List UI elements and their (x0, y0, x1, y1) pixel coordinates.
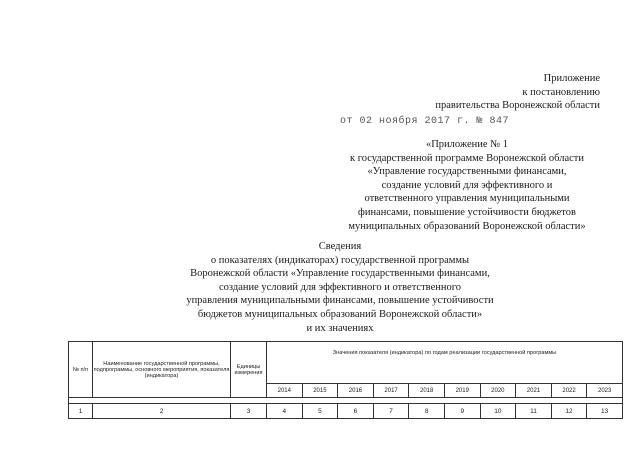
number-cell: 5 (302, 404, 338, 419)
number-cell: 7 (373, 404, 409, 419)
number-cell: 1 (69, 404, 93, 419)
appendix2-line: ответственного управления муниципальными (364, 193, 570, 205)
appendix2-line: создание условий для эффективного и (381, 179, 553, 191)
number-cell: 10 (480, 404, 516, 419)
appendix2-line: к государственной программе Воронежской области (349, 152, 584, 164)
header-name: Наименование государственной программы, подпрограммы, основного мероприятия, показателя (индикатора) (93, 342, 231, 398)
appendix-line: правительства Воронежской области (435, 100, 600, 112)
column-numbers-row (69, 404, 623, 419)
appendix-header (350, 72, 600, 113)
year-cell: 2018 (409, 384, 445, 398)
title-line: Сведения (318, 241, 362, 252)
header-number: № п/п (69, 342, 93, 398)
number-cell: 2 (93, 404, 231, 419)
year-cell: 2023 (587, 384, 623, 398)
appendix2-line: «Приложение № 1 (425, 139, 509, 150)
appendix2-line: финансами, повышение устойчивости бюджетов (358, 206, 576, 218)
number-cell: 11 (516, 404, 552, 419)
indicators-table (68, 341, 623, 419)
number-cell: 8 (409, 404, 445, 419)
title-line: Воронежской области «Управление государственными финансами, (190, 268, 490, 280)
year-cell: 2015 (302, 384, 338, 398)
title-line: бюджетов муниципальных образований Воронежской области» (197, 308, 483, 320)
number-cell: 3 (231, 404, 267, 419)
appendix2-line: муниципальных образований Воронежской области» (348, 220, 586, 232)
title-line: о показателях (индикаторах) государственной программы (210, 254, 470, 266)
title-line: создание условий для эффективного и ответственного (218, 281, 462, 293)
appendix-line: к постановлению (522, 86, 600, 98)
year-cell: 2020 (480, 384, 516, 398)
header-unit: Единицы измерения (231, 342, 267, 398)
year-cell: 2021 (516, 384, 552, 398)
number-cell: 9 (444, 404, 480, 419)
header-values: Значения показателя (индикатора) по годам реализации государственной программы (267, 342, 623, 384)
document-title (150, 240, 530, 335)
appendix2-line: «Управление государственными финансами, (367, 166, 567, 178)
number-cell: 6 (338, 404, 374, 419)
program-appendix-header (332, 138, 602, 233)
title-line: управления муниципальными финансами, повышение устойчивости (186, 295, 494, 307)
year-cell: 2022 (551, 384, 587, 398)
year-cell: 2017 (373, 384, 409, 398)
year-cell: 2016 (338, 384, 374, 398)
appendix-line: Приложение (543, 73, 600, 84)
year-cell: 2019 (444, 384, 480, 398)
table-header-row (69, 342, 623, 384)
number-cell: 13 (587, 404, 623, 419)
number-cell: 4 (267, 404, 303, 419)
number-cell: 12 (551, 404, 587, 419)
date-number-stamp: от 02 ноября 2017 г. № 847 (340, 116, 510, 127)
year-cell: 2014 (267, 384, 303, 398)
title-line: и их значениях (306, 322, 374, 334)
